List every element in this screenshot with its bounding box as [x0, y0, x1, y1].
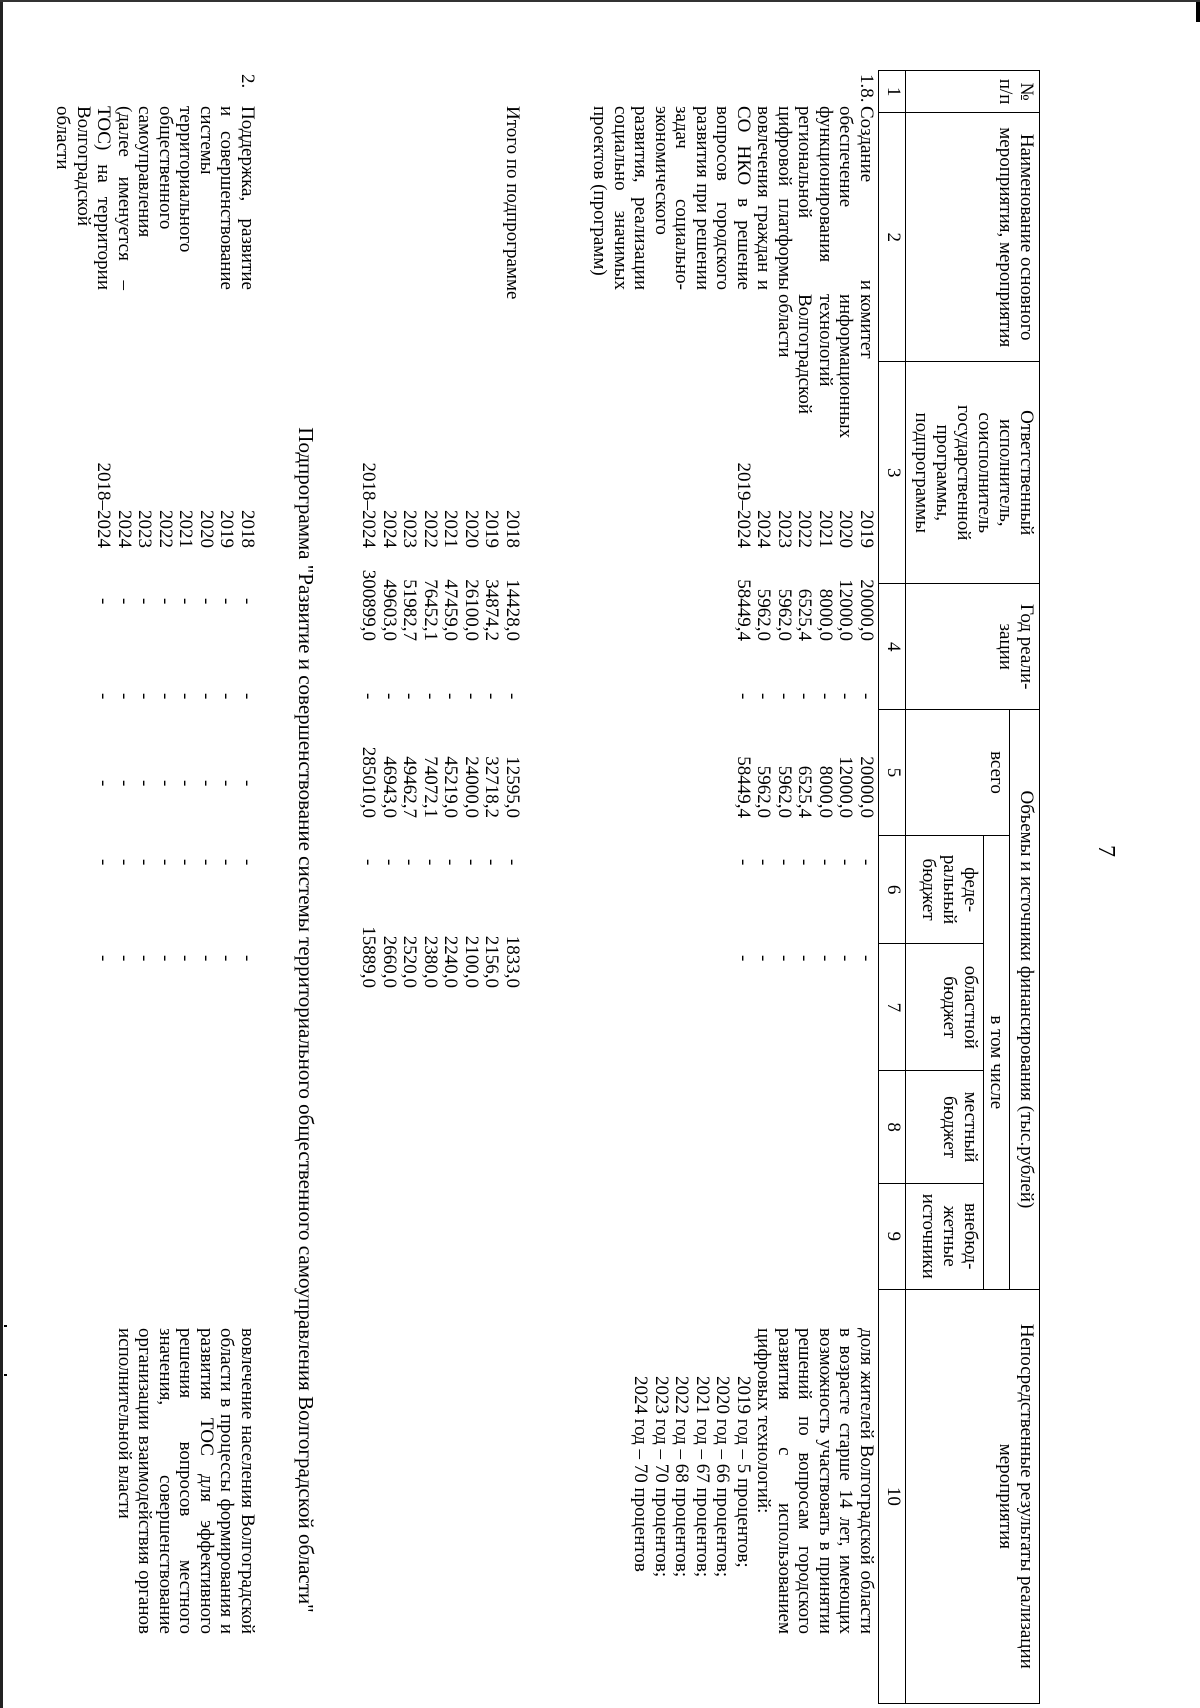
amount-value: - [420, 693, 441, 700]
amount-value: 58449,4 [733, 579, 754, 641]
amount-value: 12000,0 [835, 756, 857, 818]
amount-value: - [379, 693, 400, 700]
header-local: местный бюджет [906, 1071, 984, 1183]
row-local [93, 859, 257, 879]
amount-value: - [134, 859, 156, 866]
column-number: 3 [879, 362, 906, 584]
row-extrabudget [733, 955, 877, 975]
year-value: 2022 [420, 510, 441, 548]
amount-value: - [114, 693, 135, 700]
row-number: 1.8. [856, 74, 877, 103]
row-years [733, 460, 877, 548]
amount-value: 26100,0 [461, 579, 482, 641]
amount-value: 8000,0 [815, 765, 836, 818]
header-federal: феде-ральный бюджет [906, 835, 984, 944]
header-extrabudget: внебюд-жетные источники [906, 1183, 984, 1289]
result-item: 2023 год – 70 процентов; [651, 1376, 672, 1578]
amount-value: - [379, 859, 400, 866]
amount-value: 49462,7 [399, 756, 421, 818]
amount-value: - [835, 859, 857, 866]
year-value: 2018–2024 [93, 462, 115, 548]
amount-value: - [114, 598, 135, 605]
amount-value: - [481, 693, 503, 700]
total-federal [358, 693, 522, 713]
amount-value: - [440, 693, 462, 700]
amount-value: - [794, 859, 816, 866]
amount-value: 51982,7 [399, 579, 421, 641]
year-value: 2019 [481, 510, 503, 548]
column-numbers-row [879, 71, 906, 1704]
amount-value: - [502, 693, 523, 700]
header-total: всего [906, 710, 1010, 836]
row-regional [733, 730, 877, 818]
amount-value: - [93, 780, 115, 787]
total-local [358, 859, 522, 879]
year-value: 2024 [753, 510, 775, 548]
amount-value: - [114, 859, 135, 866]
amount-value: 300899,0 [358, 569, 380, 641]
year-value: 2020 [461, 510, 482, 548]
row-total [93, 598, 257, 618]
amount-value: - [835, 693, 857, 700]
amount-value: 6525,4 [794, 765, 816, 818]
amount-value: 2156,0 [481, 935, 503, 988]
row-results: вовлечение населения Волгоградской области в процессы формирования и развития ТОС для эффективного решения вопросов местного значения, совершенствование организации взаимодействия органов исполнительной власти [114, 1328, 258, 1634]
amount-value: 15889,0 [358, 926, 380, 988]
header-name: Наименование основного мероприятия, мероприятия [906, 113, 1040, 362]
amount-value: - [134, 955, 156, 962]
amount-value: 12000,0 [835, 579, 857, 641]
year-value: 2022 [155, 510, 176, 548]
amount-value: - [440, 859, 462, 866]
total-extrabudget [358, 912, 522, 988]
header-responsible: Ответственный исполнитель, соисполнитель государственной программы, подпрограммы [906, 362, 1040, 584]
year-value: 2019–2024 [733, 462, 754, 548]
amount-value: - [481, 859, 503, 866]
year-value: 2021 [440, 510, 462, 548]
amount-value: 285010,0 [358, 746, 380, 818]
column-number: 5 [879, 710, 906, 836]
amount-value: - [216, 955, 238, 962]
header-funding: Объемы и источники финансирования (тыс.рублей) [1010, 710, 1040, 1290]
column-number: 8 [879, 1071, 906, 1183]
amount-value: - [774, 859, 795, 866]
column-number: 1 [879, 71, 906, 113]
amount-value: - [196, 859, 217, 866]
total-years [358, 460, 522, 548]
total-regional [358, 730, 522, 818]
amount-value: - [237, 859, 258, 866]
amount-value: - [420, 859, 441, 866]
amount-value: - [399, 859, 421, 866]
row-name: Поддержка, развитие и совершенствование системы территориального общественного самоуправления (далее именуется – ТОС) на территории Волгоградской области [52, 106, 258, 290]
amount-value: - [237, 598, 258, 605]
year-value: 2024 [114, 510, 135, 548]
row-responsible: комитет информационных технологий Волгоградской области [774, 294, 877, 439]
amount-value: - [733, 955, 754, 962]
amount-value: 5962,0 [774, 588, 795, 641]
amount-value: - [175, 693, 197, 700]
amount-value: - [114, 780, 135, 787]
amount-value: - [196, 693, 217, 700]
amount-value: - [155, 693, 176, 700]
header-results: Непосредственные результаты реализации мероприятия [906, 1289, 1040, 1703]
header-regional: областной бюджет [906, 944, 984, 1071]
amount-value: - [134, 780, 156, 787]
amount-value: - [815, 693, 836, 700]
amount-value: - [753, 693, 775, 700]
amount-value: - [175, 780, 197, 787]
amount-value: - [175, 955, 197, 962]
amount-value: 5962,0 [753, 765, 775, 818]
amount-value: - [502, 859, 523, 866]
column-number: 9 [879, 1183, 906, 1289]
amount-value: - [155, 955, 176, 962]
amount-value: - [216, 598, 238, 605]
amount-value: 2240,0 [440, 935, 462, 988]
amount-value: 46943,0 [379, 756, 400, 818]
column-number: 10 [879, 1289, 906, 1703]
total-total [358, 553, 522, 641]
amount-value: 49603,0 [379, 579, 400, 641]
amount-value: - [794, 693, 816, 700]
amount-value: 2380,0 [420, 935, 441, 988]
row-local [733, 859, 877, 879]
amount-value: - [461, 693, 482, 700]
program-table [878, 70, 1040, 1704]
year-value: 2022 [794, 510, 816, 548]
amount-value: - [237, 693, 258, 700]
subprogram-title: Подпрограмма "Развитие и совершенствование системы территориального общественного самоуправления Волгоградской области" [294, 427, 318, 1613]
amount-value: 6525,4 [794, 588, 816, 641]
amount-value: - [196, 955, 217, 962]
total-label: Итого по подпрограмме [502, 106, 523, 300]
amount-value: - [196, 780, 217, 787]
amount-value: - [774, 693, 795, 700]
row-name: Создание и обеспечение функционирования региональной цифровой платформы вовлечения граждан и СО НКО в решение вопросов городского развития при решении задач социально-экономического развития, реализации социально значимых проектов (программ) [589, 106, 877, 290]
amount-value: - [114, 955, 135, 962]
row-federal [93, 693, 257, 713]
column-number: 4 [879, 584, 906, 710]
amount-value: - [753, 859, 775, 866]
amount-value: - [155, 859, 176, 866]
result-item: 2021 год – 67 процентов; [692, 1376, 713, 1578]
year-value: 2019 [856, 510, 877, 548]
header-num: № п/п [906, 71, 1040, 113]
amount-value: 2100,0 [461, 935, 482, 988]
column-number: 7 [879, 944, 906, 1071]
amount-value: - [835, 955, 857, 962]
amount-value: - [399, 693, 421, 700]
amount-value: - [774, 955, 795, 962]
amount-value: 12595,0 [502, 756, 523, 818]
amount-value: 34874,2 [481, 579, 503, 641]
amount-value: 32718,2 [481, 756, 503, 818]
amount-value: - [175, 598, 197, 605]
amount-value: - [358, 859, 380, 866]
amount-value: - [134, 693, 156, 700]
year-value: 2019 [216, 510, 238, 548]
amount-value: - [237, 780, 258, 787]
amount-value: 1833,0 [502, 935, 523, 988]
amount-value: - [794, 955, 816, 962]
amount-value: - [733, 693, 754, 700]
amount-value: 58449,4 [733, 756, 754, 818]
result-item: 2022 год – 68 процентов; [671, 1376, 693, 1578]
row-number: 2. [237, 74, 258, 89]
amount-value: 5962,0 [753, 588, 775, 641]
amount-value: - [93, 955, 115, 962]
row-total [733, 553, 877, 641]
result-list [630, 1328, 753, 1634]
amount-value: - [753, 955, 775, 962]
amount-value: - [155, 780, 176, 787]
amount-value: - [461, 859, 482, 866]
year-value: 2023 [774, 510, 795, 548]
year-value: 2023 [134, 510, 156, 548]
amount-value: - [175, 859, 197, 866]
amount-value: - [93, 693, 115, 700]
amount-value: - [216, 859, 238, 866]
year-value: 2021 [175, 510, 197, 548]
amount-value: - [815, 955, 836, 962]
amount-value: - [155, 598, 176, 605]
row-years [93, 460, 257, 548]
row-regional [93, 780, 257, 800]
year-value: 2021 [815, 510, 836, 548]
year-value: 2018 [502, 510, 523, 548]
column-number: 6 [879, 835, 906, 944]
amount-value: - [93, 598, 115, 605]
amount-value: 74072,1 [420, 756, 441, 818]
result-text: доля жителей Волгоградской области в возрасте старше 14 лет, имеющих возможность участвовать в принятии решений по вопросам городского развития с использованием цифровых технологий: [753, 1328, 877, 1634]
row-results [630, 1328, 876, 1634]
amount-value: - [856, 693, 877, 700]
amount-value: - [93, 859, 115, 866]
amount-value: 2660,0 [379, 935, 400, 988]
header-including: в том числе [984, 835, 1010, 1289]
year-value: 2020 [196, 510, 217, 548]
amount-value: 45219,0 [440, 756, 462, 818]
row-federal [733, 693, 877, 713]
year-value: 2018 [237, 510, 258, 548]
amount-value: 20000,0 [856, 579, 877, 641]
amount-value: - [733, 859, 754, 866]
year-value: 2020 [835, 510, 857, 548]
column-number: 2 [879, 113, 906, 362]
amount-value: 76452,1 [420, 579, 441, 641]
year-value: 2023 [399, 510, 421, 548]
amount-value: - [134, 598, 156, 605]
amount-value: - [358, 693, 380, 700]
amount-value: - [815, 859, 836, 866]
amount-value: - [237, 955, 258, 962]
year-value: 2018–2024 [358, 462, 380, 548]
amount-value: 2520,0 [399, 935, 421, 988]
year-value: 2024 [379, 510, 400, 548]
amount-value: 20000,0 [856, 756, 877, 818]
amount-value: 47459,0 [440, 579, 462, 641]
amount-value: 14428,0 [502, 579, 523, 641]
amount-value: - [196, 598, 217, 605]
amount-value: 24000,0 [461, 756, 482, 818]
result-item: 2019 год – 5 процентов; [733, 1376, 754, 1568]
result-item: 2020 год – 66 процентов; [712, 1376, 734, 1578]
amount-value: 8000,0 [815, 588, 836, 641]
page-number: 7 [1093, 845, 1119, 857]
amount-value: - [216, 693, 238, 700]
row-extrabudget [93, 955, 257, 975]
amount-value: - [856, 859, 877, 866]
amount-value: - [216, 780, 238, 787]
amount-value: 5962,0 [774, 765, 795, 818]
result-item: 2024 год – 70 процентов [630, 1376, 652, 1572]
amount-value: - [856, 955, 877, 962]
header-year: Год реали-зации [906, 584, 1040, 710]
